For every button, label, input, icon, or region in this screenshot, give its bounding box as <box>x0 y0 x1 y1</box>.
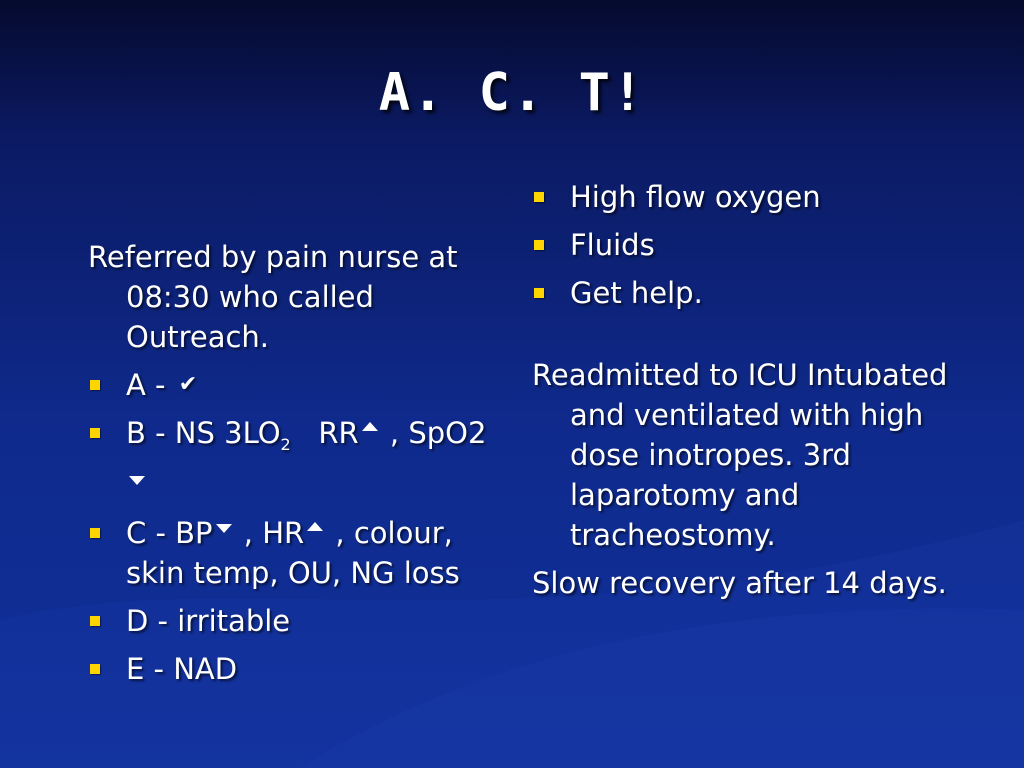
right-column <box>532 177 992 611</box>
bullet-icon <box>534 240 544 250</box>
bullet-icon <box>534 288 544 298</box>
list-item: Fluids <box>532 225 992 265</box>
slide-title: A. C. T! <box>378 63 646 123</box>
bullet-icon <box>90 428 100 438</box>
bullet-icon <box>90 380 100 390</box>
bullet-icon <box>534 192 544 202</box>
recovery-paragraph: Slow recovery after 14 days. <box>532 566 947 600</box>
left-column <box>88 237 508 697</box>
referral-text: Referred by pain nurse at 08:30 who called Outreach. <box>88 240 458 354</box>
list-item: E - NAD <box>88 649 508 689</box>
bullet-icon <box>90 528 100 538</box>
arrow-down-icon <box>216 524 232 533</box>
bullet-icon <box>90 616 100 626</box>
list-item: B - NS $3LO_2$ RR , SpO2 <box>88 413 508 505</box>
arrow-up-icon <box>362 422 378 431</box>
bullet-icon <box>90 664 100 674</box>
check-icon: ✔ <box>178 372 198 397</box>
arrow-up-icon <box>307 522 323 531</box>
list-item: Get help. <box>532 273 992 313</box>
list-item: D - irritable <box>88 601 508 641</box>
list-item: C - BP , HR , colour, skin temp, OU, NG loss <box>88 513 508 593</box>
spacer <box>532 321 992 355</box>
list-item: A - ✔ <box>88 365 508 405</box>
arrow-down-icon <box>129 476 145 485</box>
list-item: High flow oxygen <box>532 177 992 217</box>
icu-paragraph: Readmitted to ICU Intubated and ventilated with high dose inotropes. 3rd laparotomy and tracheostomy. <box>532 358 948 552</box>
